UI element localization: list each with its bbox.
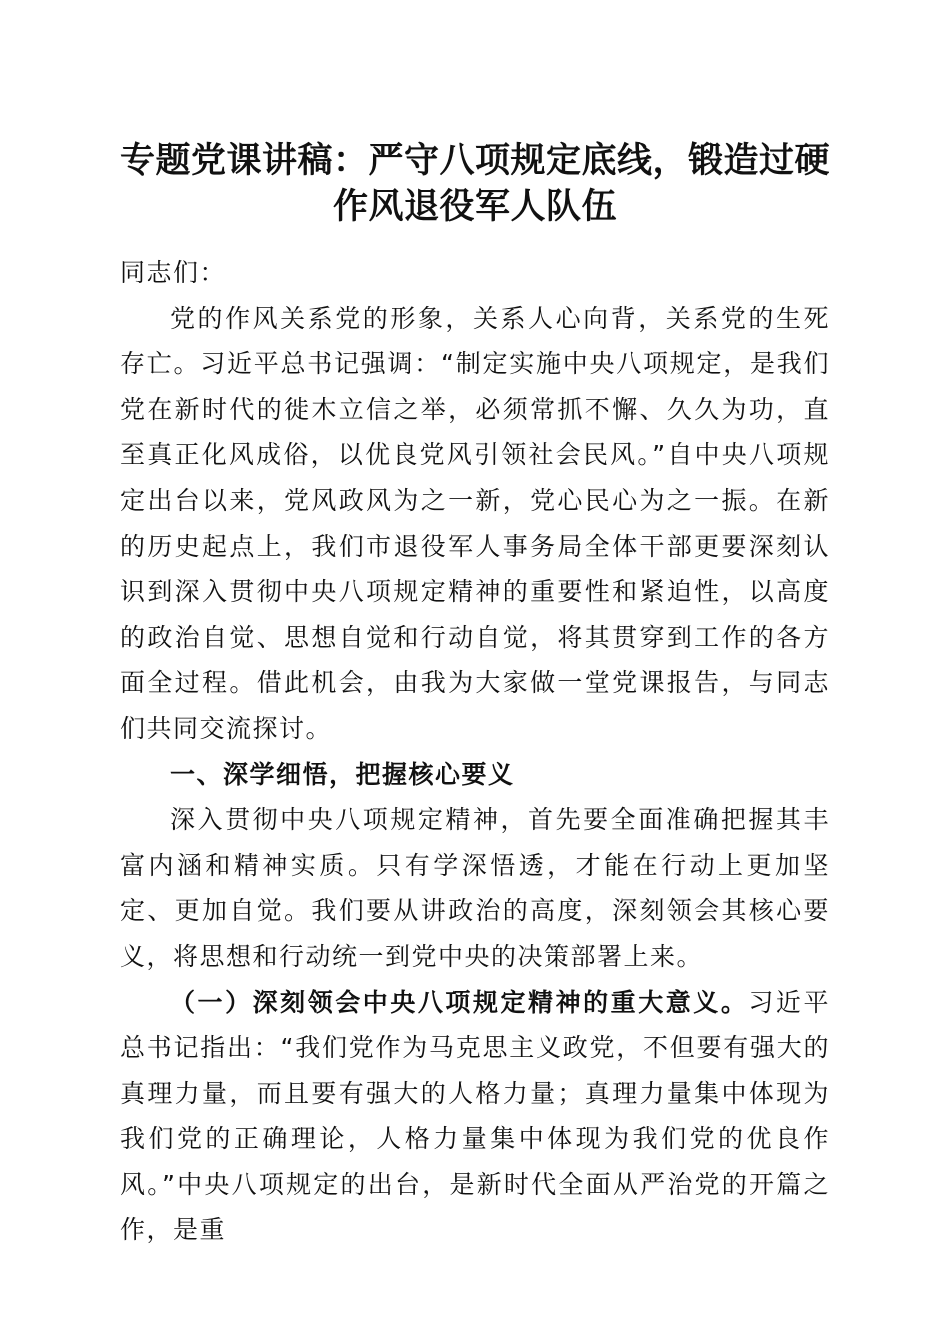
- paragraph-intro: 党的作风关系党的形象，关系人心向背，关系党的生死存亡。习近平总书记强调：“制定实施中央八项规定，是我们党在新时代的徙木立信之举，必须常抓不懈、久久为功，直至真正化风成俗，以优良党风引领社会民风。”自中央八项规定出台以来，党风政风为之一新，党心民心为之一振。在新的历史起点上，我们市退役军人事务局全体干部更要深刻认识到深入贯彻中央八项规定精神的重要性和紧迫性，以高度的政治自觉、思想自觉和行动自觉，将其贯穿到工作的各方面全过程。借此机会，由我为大家做一堂党课报告，与同志们共同交流探讨。: [120, 303, 830, 743]
- subsection-heading-1: （一）深刻领会中央八项规定精神的重大意义。: [170, 987, 749, 1017]
- section-heading-1: 一、深学细悟，把握核心要义: [170, 759, 515, 789]
- document-body: [120, 250, 830, 1253]
- subsection-1-text: 习近平总书记指出：“我们党作为马克思主义政党，不但要有强大的真理力量，而且要有强大的人格力量；真理力量集中体现为我们党的正确理论，人格力量集中体现为我们党的优良作风。”中央八项规定的出台，是新时代全面从严治党的开篇之作，是重: [120, 987, 830, 1245]
- salutation: 同志们：: [120, 258, 227, 287]
- paragraph-subsection-1: [120, 980, 830, 1254]
- document-title-line-1: 专题党课讲稿：严守八项规定底线，锻造过硬: [119, 140, 830, 181]
- paragraph-section-1: 深入贯彻中央八项规定精神，首先要全面准确把握其丰富内涵和精神实质。只有学深悟透，才能在行动上更加坚定、更加自觉。我们要从讲政治的高度，深刻领会其核心要义，将思想和行动统一到党中央的决策部署上来。: [120, 805, 830, 971]
- document-title-line-2: 作风退役军人队伍: [332, 186, 617, 227]
